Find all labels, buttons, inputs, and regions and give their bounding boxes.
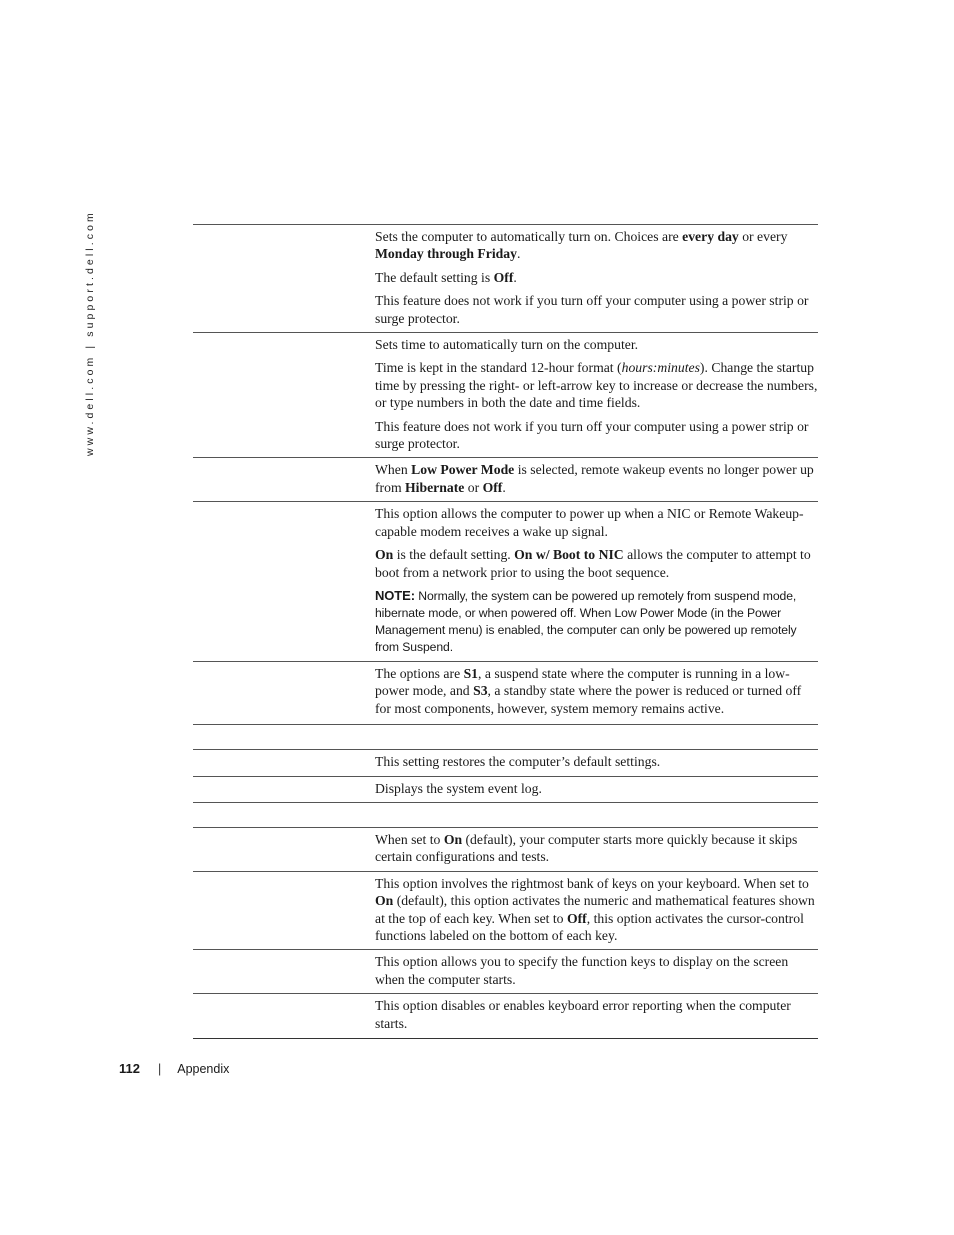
description-paragraph: Displays the system event log. xyxy=(375,780,542,796)
option-name-cell xyxy=(193,662,375,724)
description-paragraph: Time is kept in the standard 12-hour format (hours:minutes). Change the startup time by pressing the right- or left-arrow key to increase or decrease the numbers, or type numbers in both the date and time fields. xyxy=(375,360,818,411)
option-name-cell xyxy=(193,725,375,749)
note-paragraph: NOTE: Normally, the system can be powered up remotely from suspend mode, hibernate mode, or when powered off. When Low Power Mode (in the Power Management menu) is enabled, the computer can only be powered up remotely from Suspend. xyxy=(375,587,797,654)
option-description-cell xyxy=(375,725,818,749)
table-row xyxy=(193,777,818,803)
option-description-cell xyxy=(375,872,818,950)
option-name-cell xyxy=(193,333,375,457)
option-description-cell xyxy=(375,803,818,827)
option-description-cell xyxy=(375,950,818,993)
table-row-empty xyxy=(193,803,818,828)
sidebar-url: www.dell.com | support.dell.com xyxy=(84,210,96,456)
section-title: Appendix xyxy=(177,1061,230,1076)
description-paragraph: Sets time to automatically turn on the computer. xyxy=(375,337,639,353)
option-description-cell xyxy=(375,333,818,457)
page-footer xyxy=(119,1061,229,1076)
description-paragraph: This option involves the rightmost bank of keys on your keyboard. When set to On (default), this option activates the numeric and mathematical features shown at the top of each key. When set to Off, this option activates the cursor-control functions labeled on the bottom of each key. xyxy=(375,875,815,943)
option-description-cell xyxy=(375,777,818,802)
option-name-cell xyxy=(193,994,375,1038)
option-name-cell xyxy=(193,777,375,802)
option-name-cell xyxy=(193,225,375,332)
description-paragraph: The options are S1, a suspend state where the computer is running in a low-power mode, and S3, a standby state where the power is reduced or turned off for most components, however, system memory remains active. xyxy=(375,665,802,716)
table-row xyxy=(193,828,818,872)
description-paragraph: This option disables or enables keyboard error reporting when the computer starts. xyxy=(375,998,791,1031)
option-description-cell xyxy=(375,502,818,661)
option-name-cell xyxy=(193,458,375,501)
page-number: 112 xyxy=(119,1061,140,1076)
table-row xyxy=(193,458,818,502)
settings-table xyxy=(193,224,818,1039)
table-row xyxy=(193,333,818,458)
description-paragraph: This option allows the computer to power up when a NIC or Remote Wakeup-capable modem receives a wake up signal. xyxy=(375,506,804,539)
option-name-cell xyxy=(193,502,375,661)
description-paragraph: On is the default setting. On w/ Boot to NIC allows the computer to attempt to boot from a network prior to using the boot sequence. xyxy=(375,547,811,580)
option-name-cell xyxy=(193,803,375,827)
description-paragraph: This feature does not work if you turn off your computer using a power strip or surge protector. xyxy=(375,293,809,326)
option-description-cell xyxy=(375,662,818,724)
description-paragraph: The default setting is Off. xyxy=(375,269,517,285)
option-name-cell xyxy=(193,950,375,993)
option-description-cell xyxy=(375,458,818,501)
option-description-cell xyxy=(375,750,818,775)
description-paragraph: This feature does not work if you turn off your computer using a power strip or surge protector. xyxy=(375,418,809,452)
table-row xyxy=(193,662,818,725)
note-label: NOTE: xyxy=(375,587,415,603)
option-name-cell xyxy=(193,872,375,950)
table-row xyxy=(193,225,818,333)
table-row xyxy=(193,872,818,951)
table-row xyxy=(193,994,818,1039)
option-name-cell xyxy=(193,750,375,775)
table-row xyxy=(193,950,818,994)
description-paragraph: When Low Power Mode is selected, remote wakeup events no longer power up from Hibernate or Off. xyxy=(375,462,814,495)
footer-separator: | xyxy=(157,1061,162,1076)
description-paragraph: Sets the computer to automatically turn on. Choices are every day or every Monday through Friday. xyxy=(375,229,788,262)
table-row-empty xyxy=(193,725,818,750)
table-row xyxy=(193,502,818,662)
option-name-cell xyxy=(193,828,375,871)
option-description-cell xyxy=(375,994,818,1038)
table-row xyxy=(193,750,818,776)
description-paragraph: This option allows you to specify the function keys to display on the screen when the computer starts. xyxy=(375,954,789,987)
option-description-cell xyxy=(375,225,818,332)
description-paragraph: When set to On (default), your computer starts more quickly because it skips certain configurations and tests. xyxy=(375,831,798,865)
option-description-cell xyxy=(375,828,818,871)
description-paragraph: This setting restores the computer’s default settings. xyxy=(375,754,661,770)
